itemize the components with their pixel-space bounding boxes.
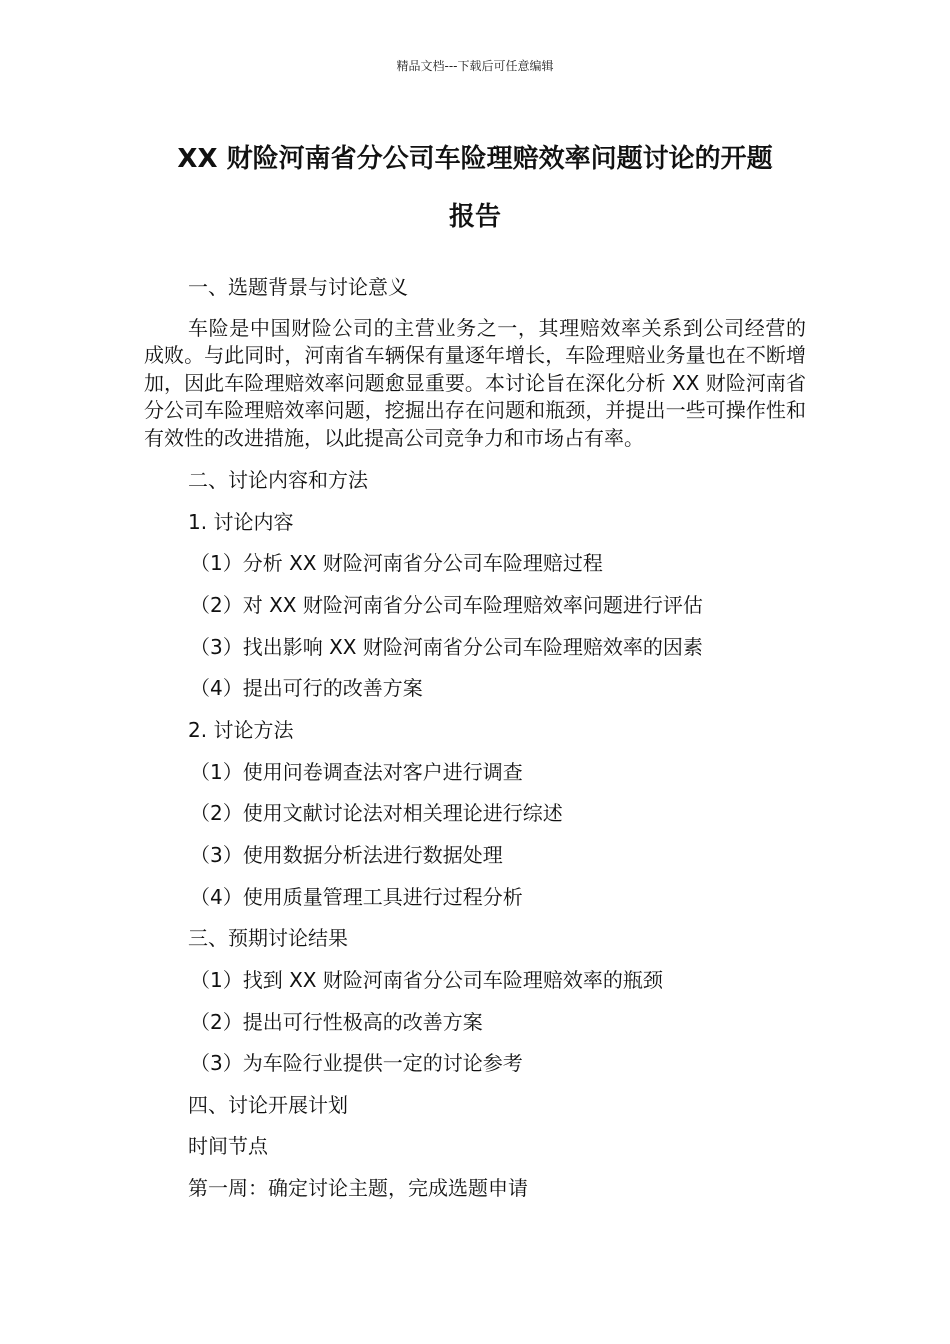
background-paragraph: 车险是中国财险公司的主营业务之一，其理赔效率关系到公司经营的成败。与此同时，河南省车辆保有量逐年增长，车险理赔业务量也在不断增加，因此车险理赔效率问题愈显重要。本讨论旨在深化分析 XX 财险河南省分公司车险理赔效率问题，挖掘出存在问题和瓶颈，并提出一些可操作性和有效性的改进措施，以此提高公司竞争力和市场占有率。 (144, 316, 806, 450)
section-heading-plan: 四、讨论开展计划 (188, 1093, 348, 1117)
page-header: 精品文档---下载后可任意编辑 (396, 59, 554, 73)
list-item: （3）使用数据分析法进行数据处理 (190, 843, 503, 867)
list-item: （4）使用质量管理工具进行过程分析 (190, 885, 523, 909)
list-item: （3）为车险行业提供一定的讨论参考 (190, 1051, 523, 1075)
schedule-item: 第一周：确定讨论主题，完成选题申请 (188, 1176, 528, 1200)
list-item: （2）提出可行性极高的改善方案 (190, 1010, 483, 1034)
subheading-method: 2. 讨论方法 (188, 718, 294, 742)
list-item: （1）分析 XX 财险河南省分公司车险理赔过程 (190, 551, 603, 575)
subheading-content: 1. 讨论内容 (188, 510, 294, 534)
list-item: （1）使用问卷调查法对客户进行调查 (190, 760, 523, 784)
section-heading-expected-results: 三、预期讨论结果 (188, 926, 348, 950)
list-item: （1）找到 XX 财险河南省分公司车险理赔效率的瓶颈 (190, 968, 663, 992)
subheading-timeline: 时间节点 (188, 1134, 268, 1158)
section-heading-content-method: 二、讨论内容和方法 (188, 468, 368, 492)
document-title-line-1: XX 财险河南省分公司车险理赔效率问题讨论的开题 (177, 144, 773, 174)
list-item: （4）提出可行的改善方案 (190, 676, 423, 700)
section-heading-background: 一、选题背景与讨论意义 (188, 275, 408, 299)
list-item: （2）对 XX 财险河南省分公司车险理赔效率问题进行评估 (190, 593, 703, 617)
document-title-line-2: 报告 (448, 202, 501, 232)
list-item: （2）使用文献讨论法对相关理论进行综述 (190, 801, 563, 825)
list-item: （3）找出影响 XX 财险河南省分公司车险理赔效率的因素 (190, 635, 703, 659)
